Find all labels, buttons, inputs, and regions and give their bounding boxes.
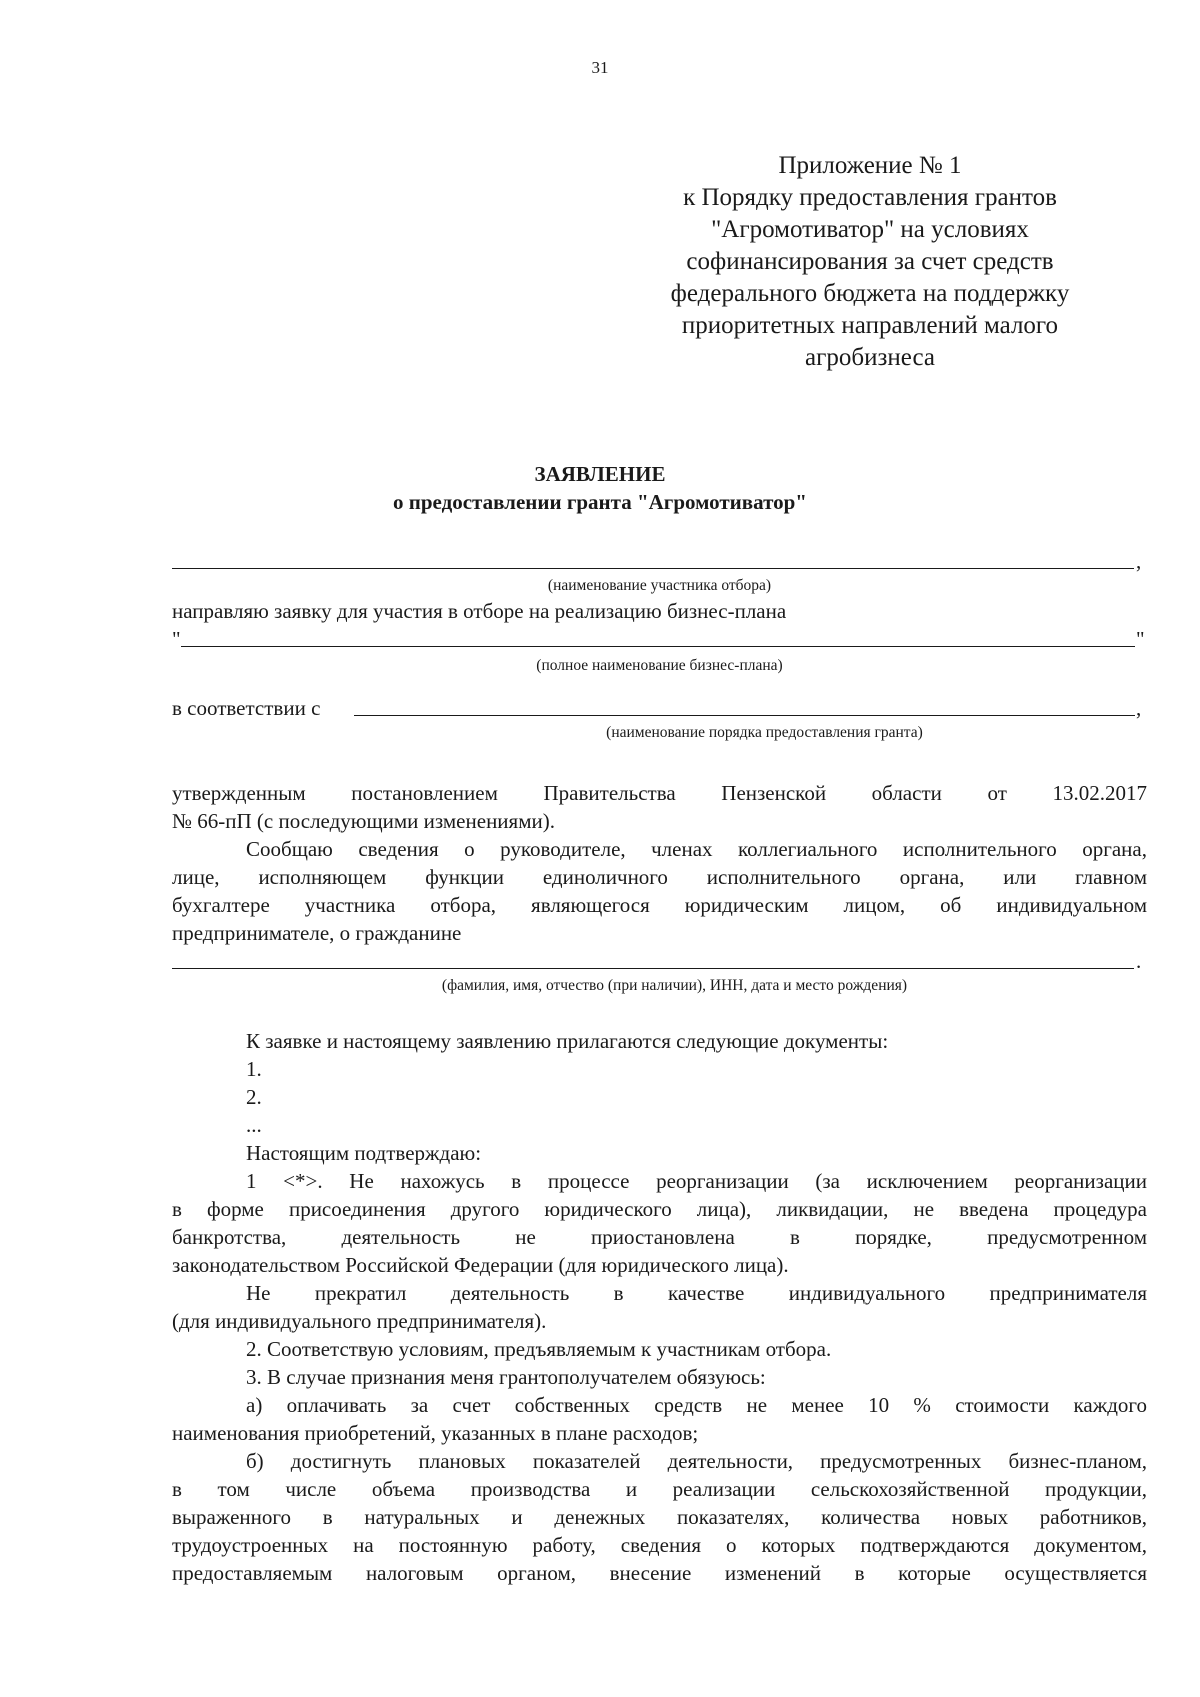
procedure-field-block [172, 694, 1147, 744]
procedure-trailing-comma: , [1136, 696, 1142, 720]
business-plan-caption: (полное наименование бизнес-плана) [536, 657, 783, 674]
accordance-label: в соответствии с [172, 696, 321, 720]
confirm-p1-line: 1 <*>. Не нахожусь в процессе реорганизации (за исключением реорганизации [246, 1169, 1147, 1193]
participant-name-field[interactable] [172, 547, 1147, 575]
procedure-underline [354, 715, 1135, 716]
confirm-p3: 3. В случае признания меня грантополучателем обязуюсь: [246, 1365, 766, 1389]
confirm-p2: 2. Соответствую условиям, предъявляемым к участникам отбора. [246, 1337, 832, 1361]
procedure-field[interactable] [172, 694, 1147, 722]
confirm-p3a-line: а) оплачивать за счет собственных средств не менее 10 % стоимости каждого [246, 1393, 1147, 1417]
documents-intro: К заявке и настоящему заявлению прилагаются следующие документы: [246, 1029, 889, 1053]
info-line: бухгалтере участника отбора, являющегося юридическим лицом, об индивидуальном [172, 893, 1147, 917]
confirm-p3b-line: в том числе объема производства и реализации сельскохозяйственной продукции, [172, 1477, 1147, 1501]
confirm-p1b-line: Не прекратил деятельность в качестве индивидуального предпринимателя [246, 1281, 1147, 1305]
document-item: 2. [246, 1085, 262, 1109]
info-line: Сообщаю сведения о руководителе, членах коллегиального исполнительного органа, [246, 837, 1147, 861]
confirm-p1b-line: (для индивидуального предпринимателя). [172, 1309, 547, 1333]
document-title [0, 460, 1200, 516]
confirm-p1-line: банкротства, деятельность не приостановлена в порядке, предусмотренном [172, 1225, 1147, 1249]
person-underline [172, 968, 1134, 969]
appendix-line: Приложение № 1 [778, 152, 962, 179]
confirm-p1-line: законодательством Российской Федерации (для юридического лица). [172, 1253, 789, 1277]
info-block [172, 779, 1147, 997]
appendix-line: софинансирования за счет средств [686, 248, 1054, 275]
business-plan-underline [181, 646, 1135, 647]
info-line: предпринимателе, о гражданине [172, 921, 462, 945]
participant-trailing-comma: , [1136, 549, 1142, 573]
documents-block [172, 1027, 1147, 1587]
procedure-caption: (наименование порядка предоставления гранта) [606, 724, 923, 741]
confirm-p3b-line: б) достигнуть плановых показателей деятельности, предусмотренных бизнес-планом, [246, 1449, 1147, 1473]
appendix-line: агробизнеса [805, 344, 935, 371]
request-text: направляю заявку для участия в отборе на реализацию бизнес-плана [172, 599, 787, 623]
confirm-heading: Настоящим подтверждаю: [246, 1141, 482, 1165]
appendix-line: приоритетных направлений малого [681, 312, 1059, 339]
approved-line: утвержденным постановлением Правительства Пензенской области от 13.02.2017 [172, 781, 1147, 805]
quote-close: " [1136, 627, 1145, 651]
appendix-line: "Агромотиватор" на условиях [711, 216, 1029, 243]
participant-underline [172, 568, 1134, 569]
confirm-p3b-line: выраженного в натуральных и денежных показателях, количества новых работников, [172, 1505, 1147, 1529]
page-number: 31 [591, 58, 609, 77]
info-line: лице, исполняющем функции единоличного исполнительного органа, или главном [172, 865, 1147, 889]
document-item: ... [246, 1113, 262, 1137]
confirm-p3a-line: наименования приобретений, указанных в плане расходов; [172, 1421, 699, 1445]
title-main: ЗАЯВЛЕНИЕ [534, 462, 666, 486]
participant-field-block [172, 547, 1147, 677]
appendix-header [640, 150, 1100, 374]
quote-open: " [172, 627, 181, 651]
business-plan-field[interactable] [172, 625, 1147, 653]
participant-caption: (наименование участника отбора) [547, 577, 772, 594]
confirm-p1-line: в форме присоединения другого юридического лица), ликвидации, не введена процедура [172, 1197, 1147, 1221]
confirm-p3b-line: трудоустроенных на постоянную работу, сведения о которых подтверждаются документом, [172, 1533, 1147, 1557]
person-details-field[interactable] [172, 947, 1147, 975]
appendix-line: к Порядку предоставления грантов [683, 184, 1057, 211]
approved-line: № 66-пП (с последующими изменениями). [172, 809, 555, 833]
confirm-p3b-line: предоставляемым налоговым органом, внесение изменений в которые осуществляется [172, 1561, 1147, 1585]
person-trailing-period: . [1136, 949, 1142, 973]
title-subtitle: о предоставлении гранта "Агромотиватор" [393, 490, 807, 514]
person-caption: (фамилия, имя, отчество (при наличии), ИНН, дата и место рождения) [441, 977, 908, 994]
appendix-line: федерального бюджета на поддержку [670, 280, 1070, 307]
document-item: 1. [246, 1057, 262, 1081]
